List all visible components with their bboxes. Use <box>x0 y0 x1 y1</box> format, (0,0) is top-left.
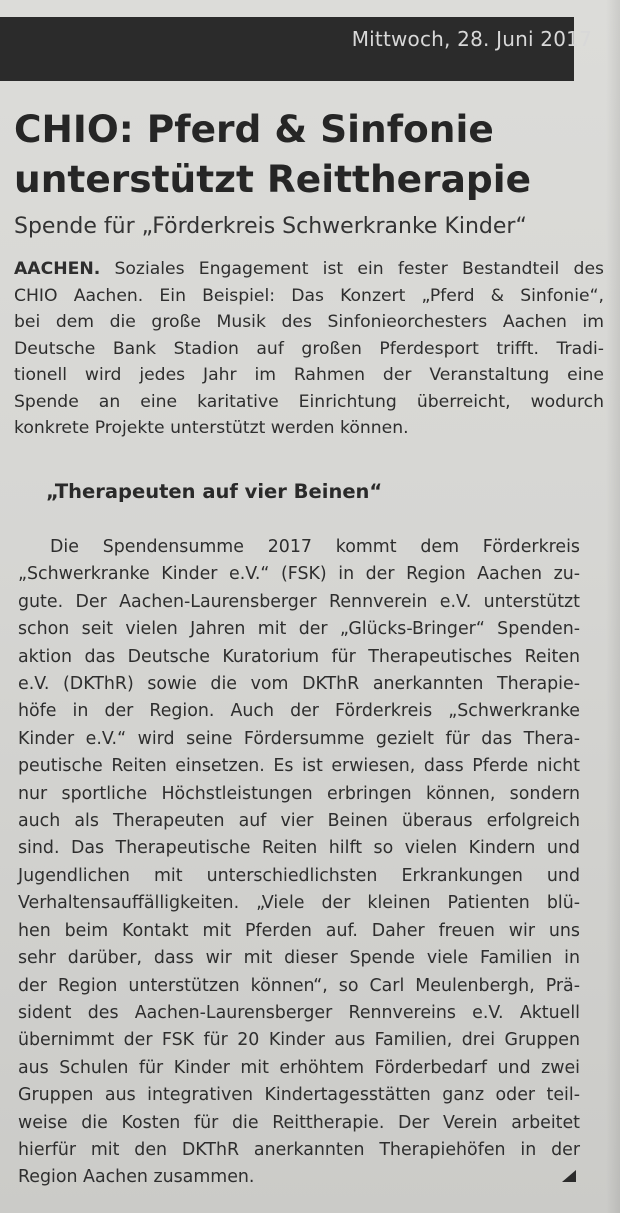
lead-line: CHIO Aachen. Ein Beispiel: Das Konzert „Pferd & Sinfonie“, <box>14 285 604 306</box>
lead-line: konkrete Projekte unterstützt werden können. <box>14 418 409 438</box>
lead-line <box>14 256 604 283</box>
body-line: „Schwerkranke Kinder e.V.“ (FSK) in der Region Aachen zu- <box>18 564 580 585</box>
lead-first-line-text: Soziales Engagement ist ein fester Bestandteil des <box>100 259 604 279</box>
body-line: auch als Therapeuten auf vier Beinen überaus erfolgreich <box>18 811 580 832</box>
body-line: sehr darüber, dass wir mit dieser Spende viele Familien in <box>18 948 580 969</box>
page-edge-shadow <box>606 0 620 1213</box>
article-headline <box>14 104 604 204</box>
section-crosshead: „Therapeuten auf vier Beinen“ <box>46 480 383 503</box>
body-line: sident des Aachen-Laurensberger Rennvereins e.V. Aktuell <box>18 1002 580 1023</box>
body-line: Kinder e.V.“ wird seine Fördersumme gezielt für das Thera- <box>18 728 580 749</box>
lead-line: Spende an eine karitative Einrichtung überreicht, wodurch <box>14 391 604 412</box>
body-line: höfe in der Region. Auch der Förderkreis „Schwerkranke <box>18 701 580 722</box>
body-line: aktion das Deutsche Kuratorium für Therapeutisches Reiten <box>18 646 580 667</box>
lead-paragraph <box>14 256 604 442</box>
body-line: hierfür mit den DKThR anerkannten Therapiehöfen in der <box>18 1139 580 1160</box>
body-line: e.V. (DKThR) sowie die vom DKThR anerkannten Therapie- <box>18 674 580 695</box>
dateline-place: AACHEN. <box>14 259 101 279</box>
lead-line: bei dem die große Musik des Sinfonieorchesters Aachen im <box>14 312 604 332</box>
lead-line: Deutsche Bank Stadion auf großen Pferdesport trifft. Tradi- <box>14 338 604 359</box>
body-line: gute. Der Aachen-Laurensberger Rennverein e.V. unterstützt <box>18 591 580 612</box>
body-line: Jugendlichen mit unterschiedlichsten Erkrankungen und <box>18 865 580 886</box>
headline-line-1: CHIO: Pferd & Sinfonie <box>14 107 494 151</box>
headline-line-2: unterstützt Reittherapie <box>14 157 531 201</box>
lead-line: tionell wird jedes Jahr im Rahmen der Veranstaltung eine <box>14 365 604 385</box>
body-line: schon seit vielen Jahren mit der „Glücks-Bringer“ Spenden- <box>18 619 580 640</box>
body-line: Region Aachen zusammen. <box>18 1167 255 1188</box>
body-line: Die Spendensumme 2017 kommt dem Förderkreis <box>50 537 580 557</box>
body-line: nur sportliche Höchstleistungen erbringen können, sondern <box>18 783 580 804</box>
publication-date: Mittwoch, 28. Juni 2017 <box>351 27 592 51</box>
body-line: aus Schulen für Kinder mit erhöhtem Förderbedarf und zwei <box>18 1057 580 1078</box>
body-line: übernimmt der FSK für 20 Kinder aus Familien, drei Gruppen <box>18 1030 580 1051</box>
body-line: weise die Kosten für die Reittherapie. Der Verein arbeitet <box>18 1112 580 1133</box>
body-line: Verhaltensauffälligkeiten. „Viele der kleinen Patienten blü- <box>18 893 580 914</box>
body-line: hen beim Kontakt mit Pferden auf. Daher freuen wir uns <box>18 920 580 941</box>
article-body <box>18 534 580 1192</box>
body-line: der Region unterstützen können“, so Carl Meulenbergh, Prä- <box>18 975 580 996</box>
body-line: peutische Reiten einsetzen. Es ist erwiesen, dass Pferde nicht <box>18 756 580 777</box>
article-end-triangle-icon <box>562 1170 576 1182</box>
body-line: Gruppen aus integrativen Kindertagesstätten ganz oder teil- <box>18 1085 580 1106</box>
article-subtitle: Spende für „Förderkreis Schwerkranke Kinder“ <box>14 214 527 239</box>
body-line: sind. Das Therapeutische Reiten hilft so vielen Kindern und <box>18 838 580 859</box>
